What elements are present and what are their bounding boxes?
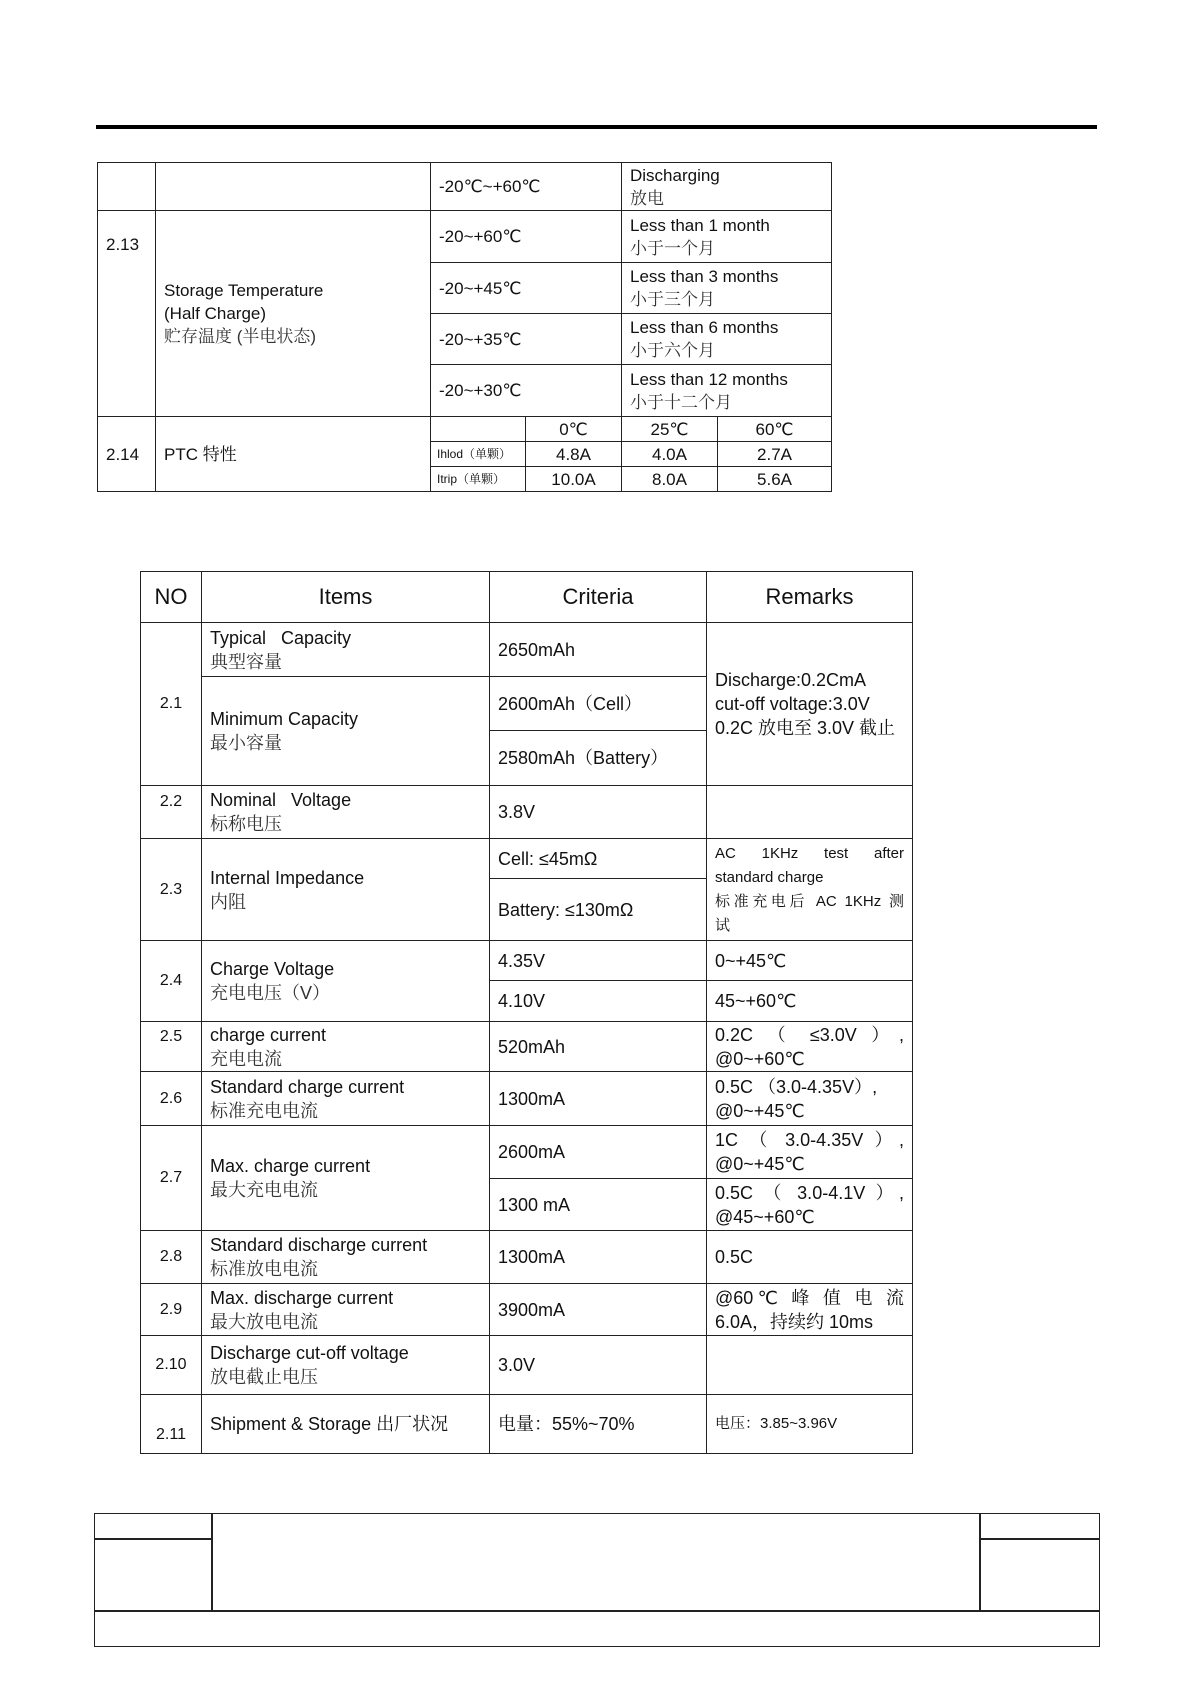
remark-line: AC 1KHz test after <box>715 844 904 862</box>
criteria-cell: 2600mA <box>490 1126 707 1179</box>
table-row <box>98 211 832 263</box>
remark-line: 1C （ 3.0-4.35V ）, <box>715 1130 904 1150</box>
spec-table <box>140 571 913 1454</box>
criteria-cell: 1300mA <box>490 1231 707 1284</box>
remark-line: standard charge <box>715 868 824 886</box>
remarks-cell <box>707 1179 913 1231</box>
ihold-label: Ihlod（单颗） <box>431 442 526 467</box>
no-cell <box>98 163 156 211</box>
no-cell: 2.11 <box>141 1395 202 1454</box>
no-cell: 2.5 <box>141 1022 202 1072</box>
table-row <box>141 623 913 677</box>
table-row <box>141 1231 913 1284</box>
no-cell: 2.6 <box>141 1072 202 1126</box>
item-en: Internal Impedance <box>210 867 365 888</box>
item-cn: 标称电压 <box>210 814 282 834</box>
remarks-cell <box>707 1284 913 1336</box>
remarks-cell: 电压：3.85~3.96V <box>707 1395 913 1454</box>
item-en: Charge Voltage <box>210 959 335 979</box>
item-en: charge current <box>210 1024 327 1045</box>
criteria-cell: 2650mAh <box>490 623 707 677</box>
item-cn: 充电电流 <box>210 1048 282 1069</box>
criteria-cell: Battery: ≤130mΩ <box>490 879 707 941</box>
item-cell <box>202 1022 490 1072</box>
remark-line: @0~+45℃ <box>715 1154 805 1174</box>
remarks-cell <box>707 1336 913 1395</box>
table-row <box>141 1022 913 1072</box>
condition-cell <box>622 163 832 211</box>
storage-ptc-table <box>97 162 832 492</box>
item-cell: Shipment & Storage 出厂状况 <box>202 1395 490 1454</box>
item-en: Nominal Voltage <box>210 790 352 810</box>
no-cell: 2.3 <box>141 839 202 941</box>
item-cn: 内阻 <box>210 891 246 912</box>
item-en: Max. discharge current <box>210 1287 394 1308</box>
table-row <box>141 1284 913 1336</box>
criteria-cell: 1300 mA <box>490 1179 707 1231</box>
itrip-value: 10.0A <box>526 467 622 492</box>
ihold-value: 4.0A <box>622 442 718 467</box>
temp-cell: -20℃~+60℃ <box>431 163 622 211</box>
remark-line: 6.0A，持续约 10ms <box>715 1311 874 1332</box>
criteria-cell: 4.35V <box>490 941 707 981</box>
item-cell <box>156 163 431 211</box>
table-row <box>141 839 913 879</box>
item-en: Typical Capacity <box>210 627 352 648</box>
criteria-cell: 2600mAh（Cell） <box>490 677 707 731</box>
condition-cn: 小于一个月 <box>630 238 715 258</box>
condition-en: Less than 1 month <box>630 215 770 235</box>
item-cell <box>202 1072 490 1126</box>
header-remarks: Remarks <box>707 572 913 623</box>
remark-line: @45~+60℃ <box>715 1206 815 1227</box>
itrip-value: 5.6A <box>718 467 832 492</box>
itrip-label: Itrip（单颗） <box>431 467 526 492</box>
item-en: Storage Temperature <box>164 281 324 300</box>
remark-line: @0~+60℃ <box>715 1048 805 1069</box>
remarks-cell <box>707 1126 913 1179</box>
item-cell <box>202 839 490 941</box>
no-cell: 2.2 <box>141 786 202 839</box>
item-cn: 最小容量 <box>210 733 282 753</box>
remark-line: @0~+45℃ <box>715 1100 805 1121</box>
no-cell: 2.10 <box>141 1336 202 1395</box>
remark-line: Discharge:0.2CmA <box>715 670 867 690</box>
item-cell <box>202 941 490 1022</box>
ptc-temp-header: 0℃ <box>526 417 622 442</box>
criteria-cell: 3.0V <box>490 1336 707 1395</box>
condition-cn: 小于六个月 <box>630 341 715 360</box>
item-en: Standard discharge current <box>210 1235 428 1255</box>
header-criteria: Criteria <box>490 572 707 623</box>
divider <box>95 1610 1099 1612</box>
remarks-cell: 0~+45℃ <box>707 941 913 981</box>
item-en: Discharge cut-off voltage <box>210 1343 409 1363</box>
item-cell <box>202 1231 490 1284</box>
no-cell: 2.7 <box>141 1126 202 1231</box>
remark-line: 0.2C 放电至 3.0V 截止 <box>715 718 896 738</box>
ptc-temp-header: 25℃ <box>622 417 718 442</box>
temp-cell: -20~+35℃ <box>431 314 622 365</box>
remarks-cell <box>707 839 913 941</box>
item-cell <box>202 623 490 677</box>
condition-en: Discharging <box>630 165 720 185</box>
item-cn: 典型容量 <box>210 651 282 672</box>
no-cell: 2.8 <box>141 1231 202 1284</box>
header-rule <box>96 125 1097 129</box>
criteria-cell: 3.8V <box>490 786 707 839</box>
criteria-cell: 电量：55%~70% <box>490 1395 707 1454</box>
condition-en: Less than 3 months <box>630 267 779 286</box>
criteria-cell: 4.10V <box>490 981 707 1022</box>
remarks-cell <box>707 623 913 786</box>
table-row <box>141 1395 913 1454</box>
condition-cell <box>622 211 832 263</box>
item-cn: 贮存温度 (半电状态) <box>164 327 317 346</box>
item-cell <box>156 211 431 417</box>
remarks-cell: 45~+60℃ <box>707 981 913 1022</box>
remark-line: @60℃ 峰 值 电 流 <box>715 1287 904 1308</box>
condition-cn: 小于十二个月 <box>630 392 732 412</box>
no-cell: 2.9 <box>141 1284 202 1336</box>
item-cell <box>202 677 490 786</box>
item-cell <box>202 1126 490 1231</box>
table-row <box>141 1072 913 1126</box>
remarks-cell: 0.5C <box>707 1231 913 1284</box>
ptc-temp-header: 60℃ <box>718 417 832 442</box>
remark-line: 0.5C （3.0-4.35V）, <box>715 1076 878 1097</box>
ihold-value: 2.7A <box>718 442 832 467</box>
item-cell <box>202 1336 490 1395</box>
temp-cell: -20~+45℃ <box>431 263 622 314</box>
criteria-cell: 3900mA <box>490 1284 707 1336</box>
no-cell: 2.14 <box>98 417 156 492</box>
condition-cell <box>622 263 832 314</box>
remark-line: cut-off voltage:3.0V <box>715 694 870 714</box>
item-cn: 标准充电电流 <box>210 1100 318 1121</box>
no-cell: 2.4 <box>141 941 202 1022</box>
ihold-value: 4.8A <box>526 442 622 467</box>
item-cell <box>202 786 490 839</box>
table-row <box>141 941 913 981</box>
remarks-cell <box>707 1072 913 1126</box>
temp-cell: -20~+60℃ <box>431 211 622 263</box>
criteria-cell: 2580mAh（Battery） <box>490 731 707 786</box>
remark-line: 标准充电后 AC 1KHz 测 <box>715 892 904 910</box>
item-cell <box>202 1284 490 1336</box>
temp-cell: -20~+30℃ <box>431 365 622 417</box>
condition-en: Less than 12 months <box>630 369 788 389</box>
header-no: NO <box>141 572 202 623</box>
item-cell: PTC 特性 <box>156 417 431 492</box>
item-cn: 最大充电电流 <box>210 1180 318 1200</box>
footer-title-block <box>94 1513 1100 1647</box>
remark-line: 试 <box>715 916 731 934</box>
no-cell: 2.13 <box>98 211 156 417</box>
header-row <box>141 572 913 623</box>
condition-cn: 放电 <box>630 188 664 208</box>
divider <box>211 1514 213 1610</box>
item-en: Minimum Capacity <box>210 709 359 729</box>
itrip-value: 8.0A <box>622 467 718 492</box>
criteria-cell: 520mAh <box>490 1022 707 1072</box>
item-en: Max. charge current <box>210 1156 371 1176</box>
item-cn: 最大放电电流 <box>210 1311 318 1332</box>
table-row <box>141 786 913 839</box>
remark-line: 0.5C （ 3.0-4.1V ）, <box>715 1182 904 1203</box>
condition-cell <box>622 314 832 365</box>
item-cn: 标准放电电流 <box>210 1259 318 1279</box>
condition-cn: 小于三个月 <box>630 290 715 309</box>
condition-en: Less than 6 months <box>630 318 779 337</box>
table-row <box>98 163 832 211</box>
table-row <box>141 1126 913 1179</box>
item-cn: 充电电压（V） <box>210 983 331 1003</box>
item-en: (Half Charge) <box>164 304 267 323</box>
item-en: Standard charge current <box>210 1076 405 1097</box>
header-items: Items <box>202 572 490 623</box>
divider <box>979 1538 1099 1540</box>
divider <box>95 1538 211 1540</box>
table-row <box>141 1336 913 1395</box>
remarks-cell <box>707 786 913 839</box>
remarks-cell <box>707 1022 913 1072</box>
item-cn: 放电截止电压 <box>210 1367 318 1387</box>
table-row <box>98 417 832 442</box>
divider <box>979 1514 981 1610</box>
no-cell: 2.1 <box>141 623 202 786</box>
remark-line: 0.2C （ ≤3.0V ）, <box>715 1024 904 1045</box>
condition-cell <box>622 365 832 417</box>
ptc-corner-cell <box>431 417 526 442</box>
criteria-cell: Cell: ≤45mΩ <box>490 839 707 879</box>
criteria-cell: 1300mA <box>490 1072 707 1126</box>
